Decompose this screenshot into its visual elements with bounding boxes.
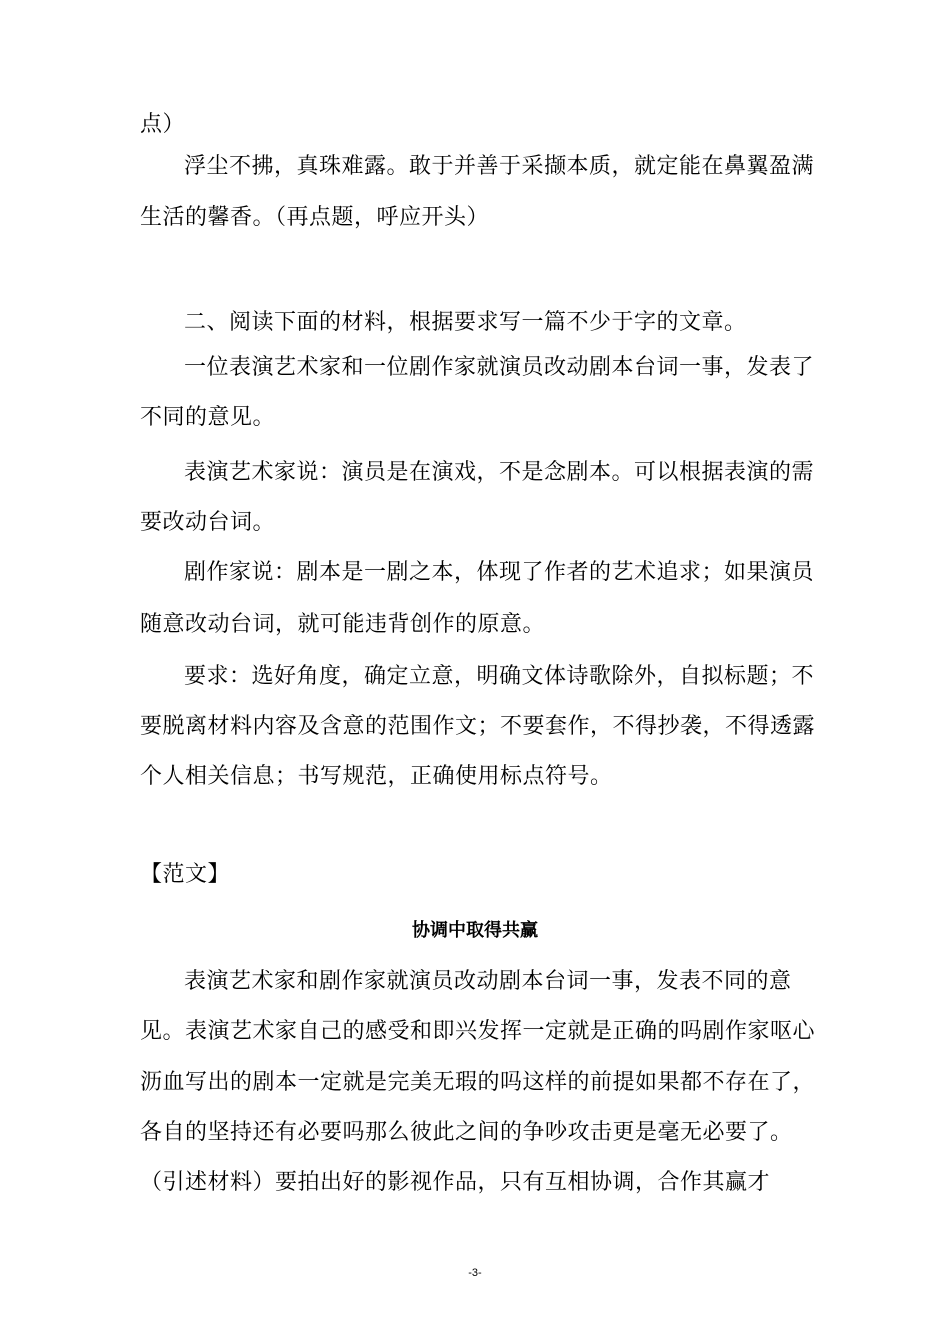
- text-line: 表演艺术家和剧作家就演员改动剧本台词一事，发表不同的意: [184, 969, 792, 994]
- text-line: 点）: [140, 112, 186, 137]
- essay-title: 协调中取得共赢: [412, 920, 538, 941]
- text-line: 各自的坚持还有必要吗那么彼此之间的争吵攻击更是毫无必要了。: [140, 1120, 793, 1145]
- text-line: 个人相关信息；书写规范，正确使用标点符号。: [140, 764, 613, 789]
- text-line: 要求：选好角度，确定立意，明确文体诗歌除外，自拟标题；不: [184, 664, 815, 689]
- text-line: 浮尘不拂，真珠难露。敢于并善于采撷本质，就定能在鼻翼盈满: [184, 154, 815, 179]
- page-number: -3-: [468, 1267, 482, 1279]
- section-label: 【范文】: [140, 862, 231, 887]
- text-line: 要脱离材料内容及含意的范围作文；不要套作，不得抄袭，不得透露: [140, 714, 816, 739]
- text-line: 表演艺术家说：演员是在演戏，不是念剧本。可以根据表演的需: [184, 460, 815, 485]
- text-line: 沥血写出的剧本一定就是完美无瑕的吗这样的前提如果都不存在了，: [140, 1070, 816, 1095]
- text-line: 剧作家说：剧本是一剧之本，体现了作者的艺术追求；如果演员: [184, 560, 815, 585]
- text-line: 生活的馨香。（再点题，呼应开头）: [140, 205, 490, 230]
- text-line: 不同的意见。: [140, 405, 276, 430]
- text-line: 要改动台词。: [140, 510, 276, 535]
- text-line: 二、阅读下面的材料，根据要求写一篇不少于字的文章。: [184, 310, 747, 335]
- text-line: 一位表演艺术家和一位剧作家就演员改动剧本台词一事，发表了: [184, 355, 815, 380]
- text-line: 随意改动台词，就可能违背创作的原意。: [140, 612, 546, 637]
- text-line: （引述材料）要拍出好的影视作品，只有互相协调，合作其赢才: [140, 1170, 771, 1195]
- text-line: 见。表演艺术家自己的感受和即兴发挥一定就是正确的吗剧作家呕心: [140, 1019, 816, 1044]
